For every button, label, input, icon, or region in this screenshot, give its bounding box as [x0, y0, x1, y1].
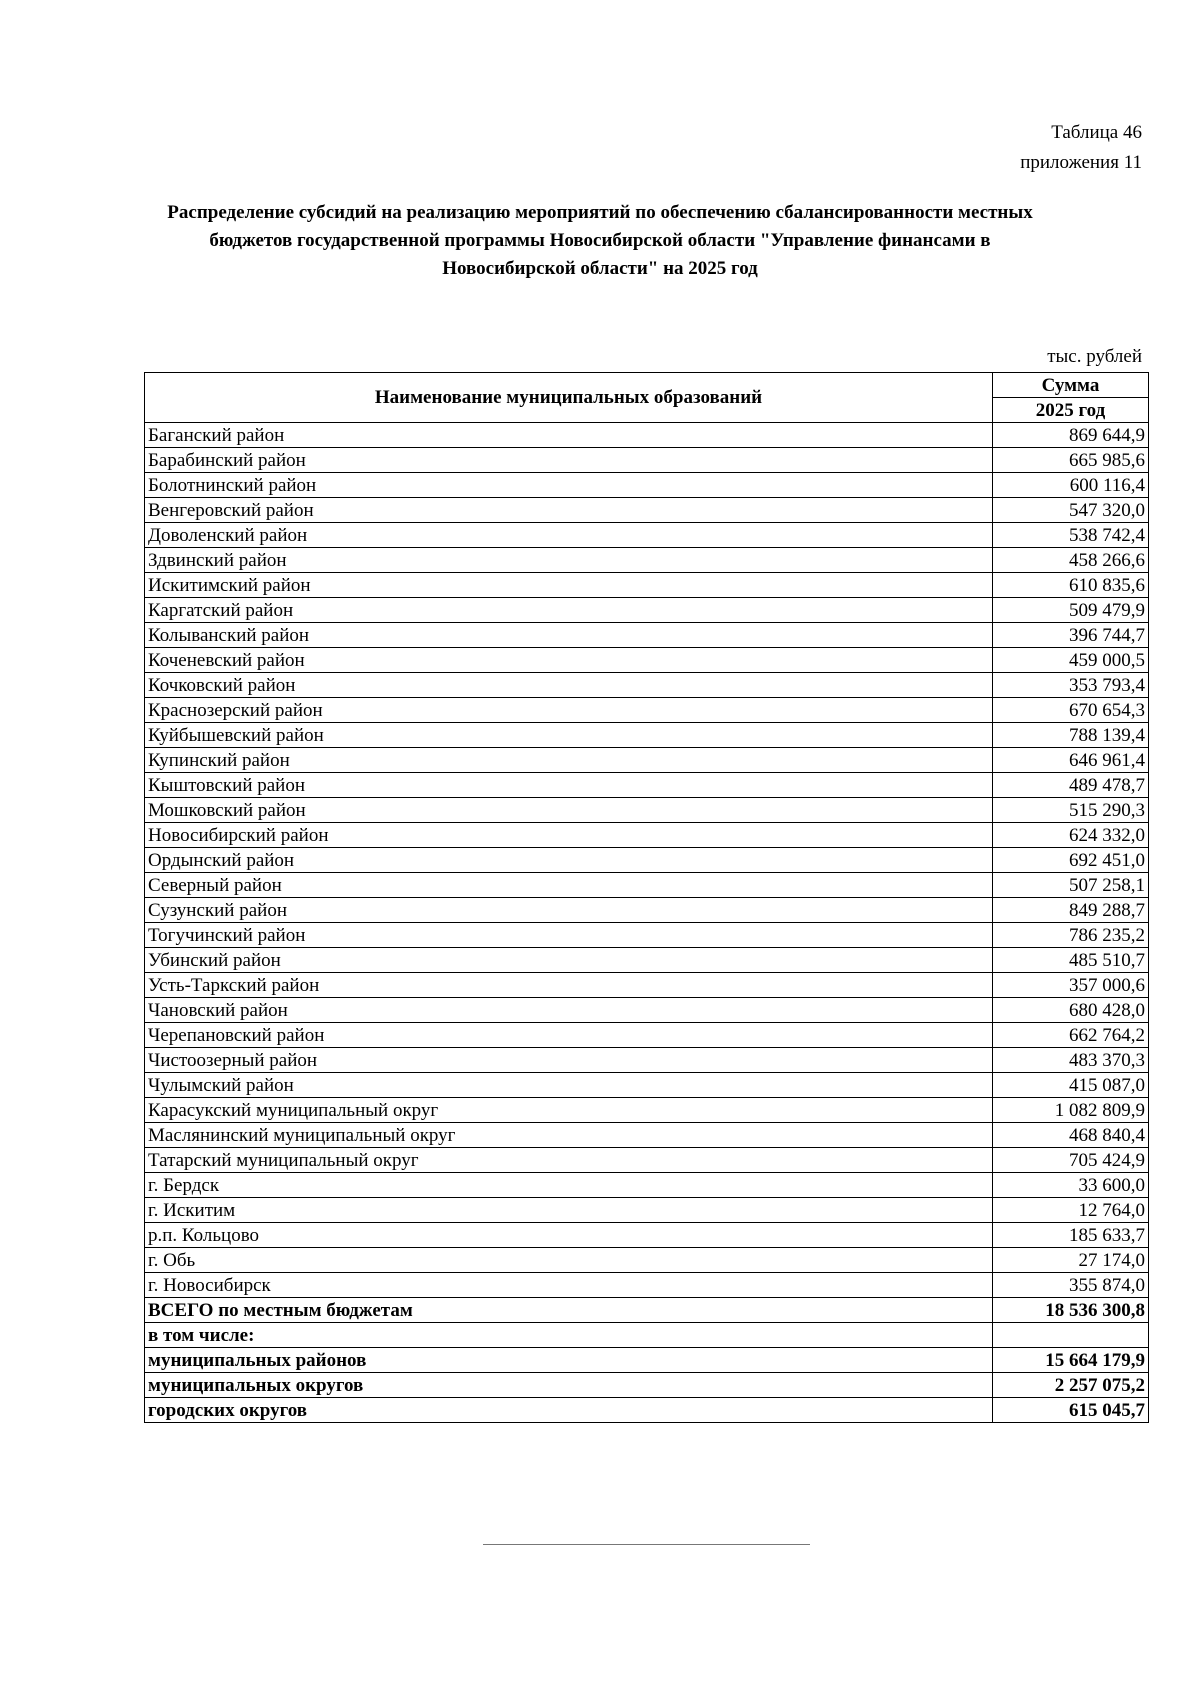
municipality-name: г. Обь: [145, 1248, 993, 1273]
table-row: [145, 473, 1149, 498]
subsidy-amount: 489 478,7: [993, 773, 1149, 798]
subsidy-table: [144, 372, 1149, 1423]
municipality-name: Кыштовский район: [145, 773, 993, 798]
table-row: [145, 748, 1149, 773]
municipality-name: муниципальных районов: [145, 1348, 993, 1373]
subsidy-amount: 600 116,4: [993, 473, 1149, 498]
municipality-name: Черепановский район: [145, 1023, 993, 1048]
table-row: [145, 623, 1149, 648]
subsidy-amount: 705 424,9: [993, 1148, 1149, 1173]
table-row: [145, 598, 1149, 623]
table-row: [145, 448, 1149, 473]
table-row: [145, 673, 1149, 698]
table-row: [145, 1098, 1149, 1123]
subsidy-amount: 662 764,2: [993, 1023, 1149, 1048]
subsidy-amount: 624 332,0: [993, 823, 1149, 848]
subsidy-amount: 665 985,6: [993, 448, 1149, 473]
column-header-name: Наименование муниципальных образований: [145, 373, 993, 423]
subsidy-amount: 610 835,6: [993, 573, 1149, 598]
table-row: [145, 823, 1149, 848]
subsidy-amount: 849 288,7: [993, 898, 1149, 923]
municipality-name: ВСЕГО по местным бюджетам: [145, 1298, 993, 1323]
municipality-name: р.п. Кольцово: [145, 1223, 993, 1248]
table-row: [145, 1223, 1149, 1248]
table-header-row: [145, 373, 1149, 398]
footer-divider: [483, 1544, 810, 1545]
municipality-name: Доволенский район: [145, 523, 993, 548]
municipality-name: Сузунский район: [145, 898, 993, 923]
subsidy-amount: 485 510,7: [993, 948, 1149, 973]
subsidy-amount: 786 235,2: [993, 923, 1149, 948]
appendix-number: приложения 11: [1020, 152, 1142, 173]
table-row: [145, 998, 1149, 1023]
municipality-name: Коченевский район: [145, 648, 993, 673]
subsidy-amount: 1 082 809,9: [993, 1098, 1149, 1123]
table-row: [145, 973, 1149, 998]
subsidy-amount: 15 664 179,9: [993, 1348, 1149, 1373]
subsidy-amount: 515 290,3: [993, 798, 1149, 823]
subsidy-amount: 646 961,4: [993, 748, 1149, 773]
subsidy-amount: 12 764,0: [993, 1198, 1149, 1223]
subsidy-amount: 458 266,6: [993, 548, 1149, 573]
subsidy-amount: 18 536 300,8: [993, 1298, 1149, 1323]
subsidy-amount: 415 087,0: [993, 1073, 1149, 1098]
table-total-row: [145, 1323, 1149, 1348]
column-header-sum: Сумма: [993, 373, 1149, 398]
municipality-name: Каргатский район: [145, 598, 993, 623]
table-row: [145, 1048, 1149, 1073]
table-row: [145, 423, 1149, 448]
table-total-row: [145, 1298, 1149, 1323]
table-row: [145, 648, 1149, 673]
subsidy-amount: 788 139,4: [993, 723, 1149, 748]
municipality-name: Кочковский район: [145, 673, 993, 698]
table-row: [145, 523, 1149, 548]
subsidy-amount: 468 840,4: [993, 1123, 1149, 1148]
table-row: [145, 573, 1149, 598]
municipality-name: Карасукский муниципальный округ: [145, 1098, 993, 1123]
municipality-name: Здвинский район: [145, 548, 993, 573]
municipality-name: Куйбышевский район: [145, 723, 993, 748]
municipality-name: Чистоозерный район: [145, 1048, 993, 1073]
table-row: [145, 548, 1149, 573]
municipality-name: в том числе:: [145, 1323, 993, 1348]
table-row: [145, 948, 1149, 973]
table-row: [145, 1123, 1149, 1148]
title-line-2: бюджетов государственной программы Новосибирской области "Управление финансами в: [209, 230, 991, 251]
subsidy-amount: 483 370,3: [993, 1048, 1149, 1073]
table-row: [145, 1198, 1149, 1223]
municipality-name: Тогучинский район: [145, 923, 993, 948]
municipality-name: Мошковский район: [145, 798, 993, 823]
municipality-name: Чулымский район: [145, 1073, 993, 1098]
municipality-name: Новосибирский район: [145, 823, 993, 848]
subsidy-amount: 509 479,9: [993, 598, 1149, 623]
municipality-name: Северный район: [145, 873, 993, 898]
municipality-name: Купинский район: [145, 748, 993, 773]
municipality-name: Венгеровский район: [145, 498, 993, 523]
units-label: тыс. рублей: [1047, 346, 1142, 367]
table-row: [145, 723, 1149, 748]
subsidy-amount: 396 744,7: [993, 623, 1149, 648]
subsidy-amount: 27 174,0: [993, 1248, 1149, 1273]
municipality-name: Ордынский район: [145, 848, 993, 873]
subsidy-amount: 33 600,0: [993, 1173, 1149, 1198]
municipality-name: Усть-Таркский район: [145, 973, 993, 998]
table-total-row: [145, 1348, 1149, 1373]
municipality-name: Колыванский район: [145, 623, 993, 648]
table-row: [145, 1173, 1149, 1198]
subsidy-amount: 670 654,3: [993, 698, 1149, 723]
table-total-row: [145, 1398, 1149, 1423]
subsidy-amount: 547 320,0: [993, 498, 1149, 523]
municipality-name: Искитимский район: [145, 573, 993, 598]
title-line-1: Распределение субсидий на реализацию мероприятий по обеспечению сбалансированности местных: [167, 202, 1033, 223]
title-line-3: Новосибирской области" на 2025 год: [442, 258, 758, 279]
table-body: [145, 423, 1149, 1423]
subsidy-amount: 507 258,1: [993, 873, 1149, 898]
table-row: [145, 1023, 1149, 1048]
table-row: [145, 1073, 1149, 1098]
subsidy-amount: 357 000,6: [993, 973, 1149, 998]
table-row: [145, 1273, 1149, 1298]
municipality-name: Маслянинский муниципальный округ: [145, 1123, 993, 1148]
municipality-name: г. Искитим: [145, 1198, 993, 1223]
subsidy-amount: 459 000,5: [993, 648, 1149, 673]
subsidy-amount: 680 428,0: [993, 998, 1149, 1023]
table-number: Таблица 46: [1051, 122, 1142, 143]
municipality-name: Чановский район: [145, 998, 993, 1023]
municipality-name: Убинский район: [145, 948, 993, 973]
table-row: [145, 1248, 1149, 1273]
table-row: [145, 698, 1149, 723]
municipality-name: Краснозерский район: [145, 698, 993, 723]
subsidy-amount: 353 793,4: [993, 673, 1149, 698]
municipality-name: г. Бердск: [145, 1173, 993, 1198]
table-row: [145, 773, 1149, 798]
table-row: [145, 848, 1149, 873]
table-row: [145, 498, 1149, 523]
table-row: [145, 873, 1149, 898]
subsidy-amount: 2 257 075,2: [993, 1373, 1149, 1398]
table-row: [145, 923, 1149, 948]
municipality-name: Баганский район: [145, 423, 993, 448]
subsidy-amount: 538 742,4: [993, 523, 1149, 548]
subsidy-amount: 692 451,0: [993, 848, 1149, 873]
table-total-row: [145, 1373, 1149, 1398]
table-row: [145, 1148, 1149, 1173]
municipality-name: г. Новосибирск: [145, 1273, 993, 1298]
table-row: [145, 798, 1149, 823]
municipality-name: Барабинский район: [145, 448, 993, 473]
document-title: [150, 199, 1050, 283]
column-header-year: 2025 год: [993, 398, 1149, 423]
subsidy-amount: 869 644,9: [993, 423, 1149, 448]
municipality-name: Татарский муниципальный округ: [145, 1148, 993, 1173]
subsidy-amount: [993, 1323, 1149, 1348]
municipality-name: городских округов: [145, 1398, 993, 1423]
municipality-name: муниципальных округов: [145, 1373, 993, 1398]
municipality-name: Болотнинский район: [145, 473, 993, 498]
table-reference: [1020, 118, 1142, 178]
subsidy-amount: 185 633,7: [993, 1223, 1149, 1248]
subsidy-amount: 615 045,7: [993, 1398, 1149, 1423]
subsidy-amount: 355 874,0: [993, 1273, 1149, 1298]
table-row: [145, 898, 1149, 923]
